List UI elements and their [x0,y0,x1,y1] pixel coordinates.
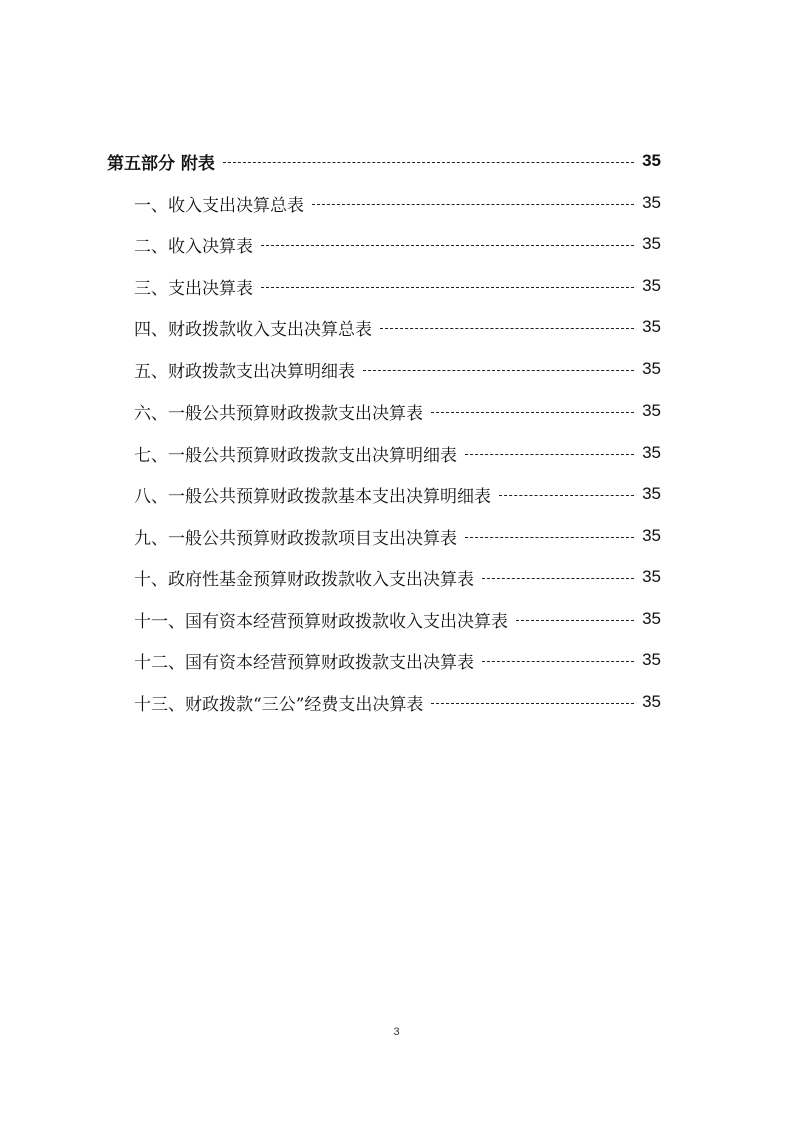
toc-entry-label: 十、政府性基金预算财政拨款收入支出决算表 [134,569,474,590]
toc-entry[interactable] [134,397,661,425]
toc-entry[interactable] [134,272,661,300]
toc-entry-page: 35 [642,692,661,711]
toc-entry-label: 二、收入决算表 [134,236,253,257]
toc-entry[interactable] [134,189,661,217]
dot-leader [465,537,634,538]
toc-entry[interactable] [134,646,661,674]
toc-entry-page: 35 [642,526,661,545]
toc-heading-label: 第五部分 附表 [107,153,215,174]
dot-leader [482,661,634,662]
toc-entry[interactable] [134,563,661,591]
toc-entry-page: 35 [642,317,661,336]
dot-leader [261,245,634,246]
toc-entry-page: 35 [642,193,661,212]
toc-entry-page: 35 [642,443,661,462]
dot-leader [499,495,634,496]
toc-entry-label: 十一、国有资本经营预算财政拨款收入支出决算表 [134,611,508,632]
toc-entry-label: 六、一般公共预算财政拨款支出决算表 [134,403,423,424]
toc-entry[interactable] [134,522,661,550]
toc-entry-label: 五、财政拨款支出决算明细表 [134,361,355,382]
dot-leader [431,703,634,704]
dot-leader [223,162,634,163]
dot-leader [363,370,634,371]
toc-entry-page: 35 [642,234,661,253]
toc-entry-label: 十二、国有资本经营预算财政拨款支出决算表 [134,652,474,673]
toc-entry-label: 四、财政拨款收入支出决算总表 [134,319,372,340]
toc-entry[interactable] [134,439,661,467]
toc-entry-label: 七、一般公共预算财政拨款支出决算明细表 [134,445,457,466]
dot-leader [380,328,634,329]
toc-entry[interactable] [134,230,661,258]
toc-entry-label: 八、一般公共预算财政拨款基本支出决算明细表 [134,486,491,507]
dot-leader [312,204,634,205]
toc-entry-page: 35 [642,484,661,503]
toc-heading-page: 35 [642,151,661,170]
dot-leader [465,454,634,455]
dot-leader [516,620,634,621]
dot-leader [482,578,634,579]
toc-heading[interactable] [107,147,661,175]
toc-entry-page: 35 [642,276,661,295]
toc-entry-label: 九、一般公共预算财政拨款项目支出决算表 [134,528,457,549]
toc-entry-label: 十三、财政拨款“三公”经费支出决算表 [134,694,424,715]
toc-entry[interactable] [134,605,661,633]
page-number: 3 [393,1026,400,1038]
toc-entry-page: 35 [642,359,661,378]
dot-leader [261,287,634,288]
toc-entry-page: 35 [642,401,661,420]
toc-entry[interactable] [134,688,661,716]
toc-entry-label: 三、支出决算表 [134,278,253,299]
toc-entry[interactable] [134,355,661,383]
toc-entry-page: 35 [642,609,661,628]
dot-leader [431,412,634,413]
toc-entry-page: 35 [642,567,661,586]
toc-entry[interactable] [134,313,661,341]
toc-entry[interactable] [134,480,661,508]
toc-entry-page: 35 [642,650,661,669]
toc-entry-label: 一、收入支出决算总表 [134,195,304,216]
